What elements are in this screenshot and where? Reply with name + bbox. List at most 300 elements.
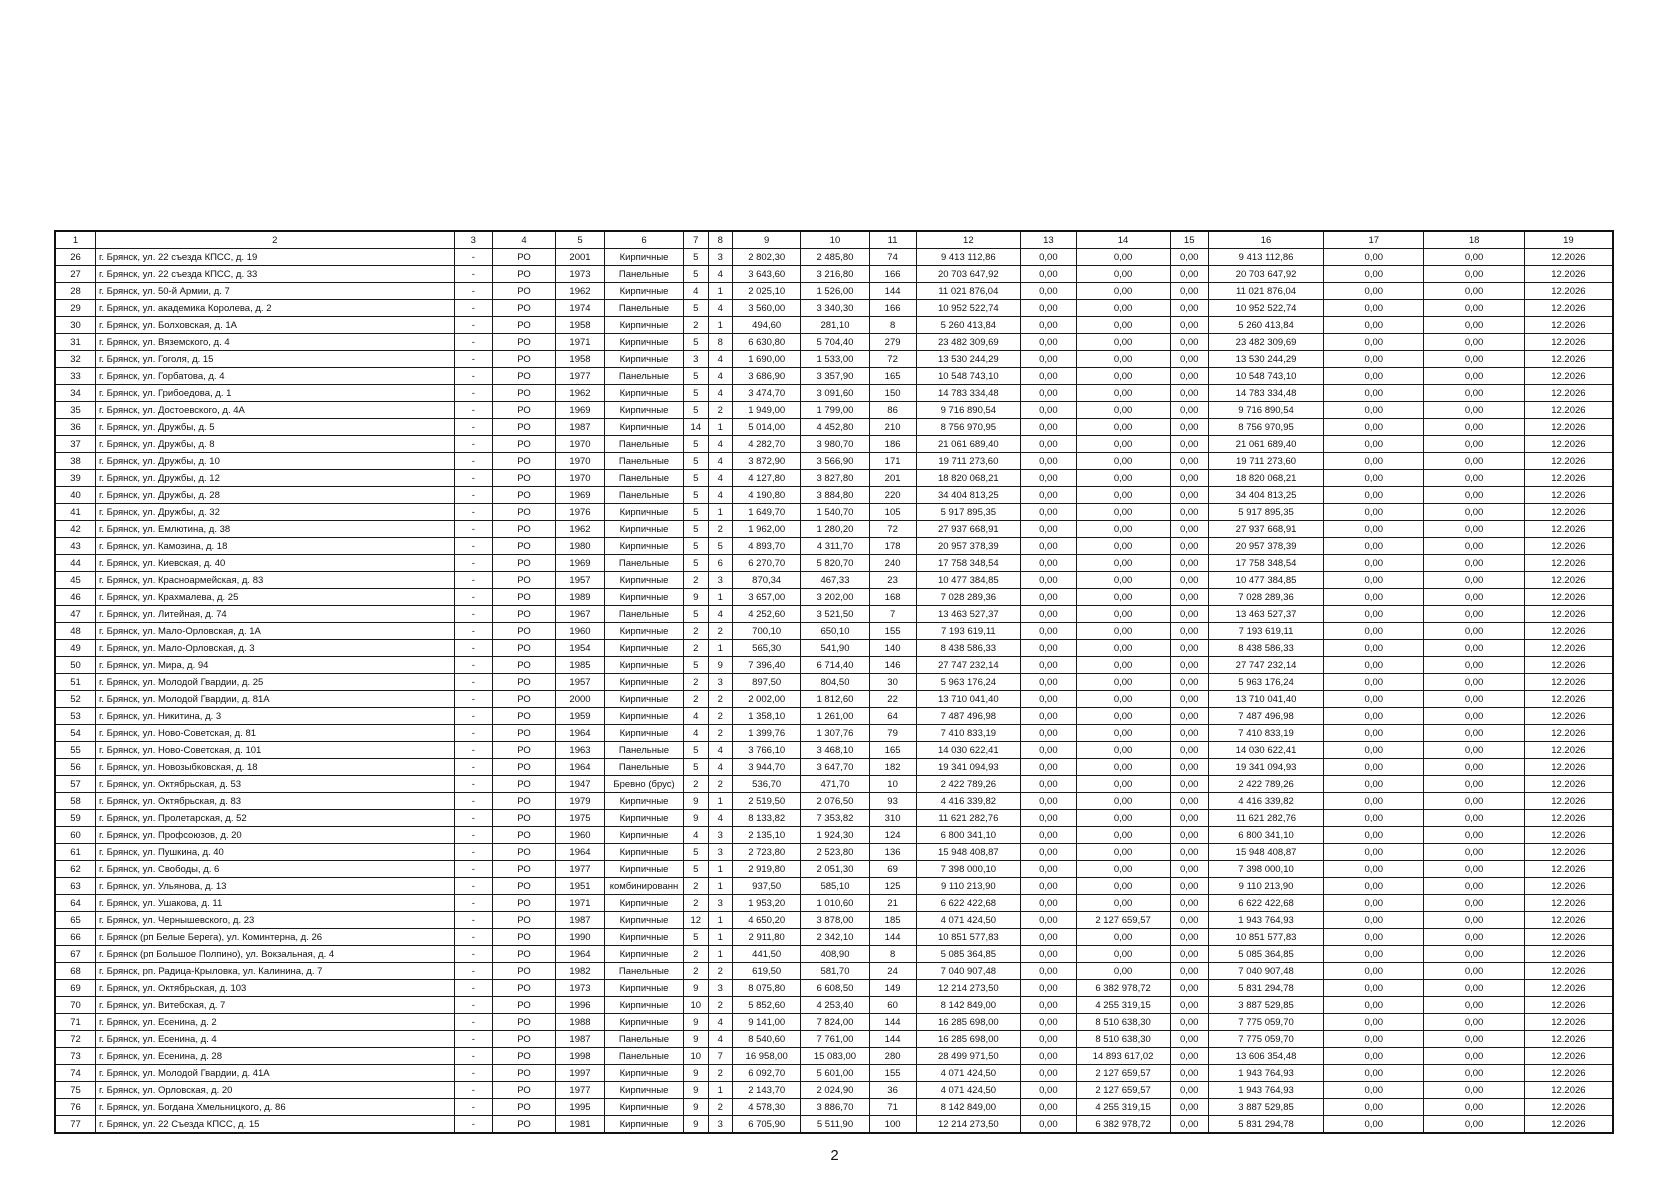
table-cell: 3 bbox=[708, 980, 733, 997]
table-cell: 0,00 bbox=[1424, 385, 1524, 402]
table-cell: 0,00 bbox=[1424, 572, 1524, 589]
table-cell: 5 014,00 bbox=[733, 419, 801, 436]
table-cell: 0,00 bbox=[1021, 351, 1076, 368]
table-row bbox=[55, 640, 1613, 657]
table-cell: 75 bbox=[55, 1082, 96, 1099]
table-cell: 0,00 bbox=[1324, 827, 1424, 844]
table-cell: 39 bbox=[55, 470, 96, 487]
table-cell: 40 bbox=[55, 487, 96, 504]
table-cell: 0,00 bbox=[1324, 759, 1424, 776]
table-cell: 21 061 689,40 bbox=[916, 436, 1021, 453]
table-cell: 0,00 bbox=[1170, 861, 1208, 878]
table-cell: 8 142 849,00 bbox=[916, 997, 1021, 1014]
table-cell: 0,00 bbox=[1170, 742, 1208, 759]
address-cell: г. Брянск, ул. Есенина, д. 4 bbox=[96, 1031, 455, 1048]
table-cell: 4 190,80 bbox=[733, 487, 801, 504]
table-cell: 124 bbox=[869, 827, 916, 844]
table-cell: 22 bbox=[869, 691, 916, 708]
table-cell: 11 621 282,76 bbox=[1208, 810, 1323, 827]
table-cell: 49 bbox=[55, 640, 96, 657]
table-cell: 58 bbox=[55, 793, 96, 810]
table-cell: 7 410 833,19 bbox=[916, 725, 1021, 742]
page-number: 2 bbox=[830, 1147, 839, 1164]
table-cell: 12.2026 bbox=[1524, 1099, 1613, 1116]
table-cell: 12.2026 bbox=[1524, 878, 1613, 895]
table-cell: 12.2026 bbox=[1524, 402, 1613, 419]
table-cell: 12.2026 bbox=[1524, 521, 1613, 538]
table-cell: 0,00 bbox=[1076, 266, 1170, 283]
table-cell: 21 bbox=[869, 895, 916, 912]
table-cell: 7 028 289,36 bbox=[916, 589, 1021, 606]
table-cell: 13 606 354,48 bbox=[1208, 1048, 1323, 1065]
table-cell: 0,00 bbox=[1021, 402, 1076, 419]
column-header: 11 bbox=[869, 231, 916, 249]
table-row bbox=[55, 317, 1613, 334]
table-cell: 0,00 bbox=[1021, 572, 1076, 589]
table-cell: 0,00 bbox=[1170, 487, 1208, 504]
table-cell: 5 bbox=[683, 538, 708, 555]
address-cell: г. Брянск, ул. Мало-Орловская, д. 3 bbox=[96, 640, 455, 657]
table-cell: 43 bbox=[55, 538, 96, 555]
table-cell: 0,00 bbox=[1076, 674, 1170, 691]
table-cell: 12.2026 bbox=[1524, 708, 1613, 725]
table-cell: - bbox=[454, 317, 492, 334]
table-cell: 0,00 bbox=[1424, 946, 1524, 963]
table-cell: 1962 bbox=[555, 521, 604, 538]
table-row bbox=[55, 436, 1613, 453]
table-cell: 64 bbox=[869, 708, 916, 725]
table-cell: Кирпичные bbox=[605, 351, 684, 368]
table-cell: 0,00 bbox=[1021, 521, 1076, 538]
table-cell: РО bbox=[493, 691, 556, 708]
table-cell: 0,00 bbox=[1170, 555, 1208, 572]
table-cell: 9 bbox=[683, 1065, 708, 1082]
table-cell: 12.2026 bbox=[1524, 810, 1613, 827]
table-cell: 12.2026 bbox=[1524, 249, 1613, 266]
table-cell: 937,50 bbox=[733, 878, 801, 895]
table-cell: Панельные bbox=[605, 453, 684, 470]
table-cell: 12 214 273,50 bbox=[916, 1116, 1021, 1134]
table-cell: 240 bbox=[869, 555, 916, 572]
address-cell: г. Брянск, ул. Молодой Гвардии, д. 25 bbox=[96, 674, 455, 691]
table-cell: 144 bbox=[869, 1031, 916, 1048]
table-cell: 36 bbox=[55, 419, 96, 436]
address-cell: г. Брянск, ул. Молодой Гвардии, д. 81А bbox=[96, 691, 455, 708]
table-cell: 9 110 213,90 bbox=[916, 878, 1021, 895]
table-cell: Панельные bbox=[605, 1031, 684, 1048]
table-cell: 541,90 bbox=[801, 640, 869, 657]
table-cell: 4 bbox=[708, 453, 733, 470]
table-row bbox=[55, 1065, 1613, 1082]
table-cell: 0,00 bbox=[1424, 963, 1524, 980]
table-cell: РО bbox=[493, 980, 556, 997]
table-cell: 1969 bbox=[555, 487, 604, 504]
table-cell: 0,00 bbox=[1076, 640, 1170, 657]
table-cell: 3 884,80 bbox=[801, 487, 869, 504]
table-cell: 1990 bbox=[555, 929, 604, 946]
table-cell: 3 bbox=[708, 249, 733, 266]
table-cell: 0,00 bbox=[1076, 572, 1170, 589]
table-cell: 9 bbox=[683, 1031, 708, 1048]
table-cell: - bbox=[454, 623, 492, 640]
table-cell: 0,00 bbox=[1076, 708, 1170, 725]
table-cell: 6 705,90 bbox=[733, 1116, 801, 1134]
table-cell: 0,00 bbox=[1424, 555, 1524, 572]
address-cell: г. Брянск, ул. Пушкина, д. 40 bbox=[96, 844, 455, 861]
table-cell: 0,00 bbox=[1076, 793, 1170, 810]
table-cell: 4 bbox=[708, 487, 733, 504]
table-cell: 0,00 bbox=[1076, 521, 1170, 538]
table-cell: 1954 bbox=[555, 640, 604, 657]
table-cell: 0,00 bbox=[1424, 640, 1524, 657]
table-cell: 12.2026 bbox=[1524, 572, 1613, 589]
address-cell: г. Брянск, ул. Дружбы, д. 32 bbox=[96, 504, 455, 521]
table-cell: 155 bbox=[869, 623, 916, 640]
table-cell: 0,00 bbox=[1170, 419, 1208, 436]
table-cell: 8 bbox=[869, 946, 916, 963]
register-table bbox=[54, 230, 1614, 1134]
table-cell: 146 bbox=[869, 657, 916, 674]
table-cell: 12.2026 bbox=[1524, 929, 1613, 946]
table-cell: РО bbox=[493, 606, 556, 623]
table-cell: комбинированн bbox=[605, 878, 684, 895]
table-cell: 7 398 000,10 bbox=[916, 861, 1021, 878]
table-cell: - bbox=[454, 895, 492, 912]
table-cell: 8 bbox=[869, 317, 916, 334]
table-cell: Кирпичные bbox=[605, 827, 684, 844]
table-cell: 149 bbox=[869, 980, 916, 997]
table-cell: 1996 bbox=[555, 997, 604, 1014]
table-cell: 10 851 577,83 bbox=[1208, 929, 1323, 946]
address-cell: г. Брянск, ул. Емлютина, д. 38 bbox=[96, 521, 455, 538]
table-cell: 37 bbox=[55, 436, 96, 453]
table-cell: - bbox=[454, 997, 492, 1014]
table-cell: 0,00 bbox=[1076, 827, 1170, 844]
table-cell: РО bbox=[493, 300, 556, 317]
table-cell: 12.2026 bbox=[1524, 1031, 1613, 1048]
table-cell: 0,00 bbox=[1324, 317, 1424, 334]
table-cell: 1 649,70 bbox=[733, 504, 801, 521]
table-cell: 0,00 bbox=[1076, 589, 1170, 606]
table-cell: 0,00 bbox=[1324, 572, 1424, 589]
table-cell: 1985 bbox=[555, 657, 604, 674]
table-cell: 2 523,80 bbox=[801, 844, 869, 861]
table-cell: 72 bbox=[869, 351, 916, 368]
table-cell: 585,10 bbox=[801, 878, 869, 895]
table-cell: Кирпичные bbox=[605, 997, 684, 1014]
table-cell: РО bbox=[493, 708, 556, 725]
table-cell: РО bbox=[493, 436, 556, 453]
table-cell: 0,00 bbox=[1170, 385, 1208, 402]
table-cell: 3 560,00 bbox=[733, 300, 801, 317]
table-cell: 0,00 bbox=[1424, 776, 1524, 793]
table-cell: 1 bbox=[708, 861, 733, 878]
address-cell: г. Брянск, ул. Орловская, д. 20 bbox=[96, 1082, 455, 1099]
table-cell: 27 937 668,91 bbox=[916, 521, 1021, 538]
table-cell: 9 bbox=[683, 589, 708, 606]
table-cell: РО bbox=[493, 317, 556, 334]
table-cell: 2 bbox=[708, 1099, 733, 1116]
table-cell: 2 bbox=[708, 623, 733, 640]
table-cell: - bbox=[454, 334, 492, 351]
table-cell: Кирпичные bbox=[605, 283, 684, 300]
table-cell: 3 bbox=[708, 572, 733, 589]
table-cell: 1987 bbox=[555, 1031, 604, 1048]
table-cell: 54 bbox=[55, 725, 96, 742]
table-cell: 3 357,90 bbox=[801, 368, 869, 385]
table-cell: 0,00 bbox=[1021, 912, 1076, 929]
table-cell: 63 bbox=[55, 878, 96, 895]
table-cell: 1973 bbox=[555, 980, 604, 997]
table-cell: 8 756 970,95 bbox=[1208, 419, 1323, 436]
column-header: 13 bbox=[1021, 231, 1076, 249]
table-cell: 619,50 bbox=[733, 963, 801, 980]
table-cell: 5 bbox=[683, 657, 708, 674]
table-row bbox=[55, 674, 1613, 691]
table-cell: 4 bbox=[708, 368, 733, 385]
table-cell: 7 775 059,70 bbox=[1208, 1031, 1323, 1048]
table-cell: 0,00 bbox=[1021, 1116, 1076, 1134]
table-cell: 0,00 bbox=[1324, 963, 1424, 980]
table-cell: - bbox=[454, 1014, 492, 1031]
table-cell: 20 703 647,92 bbox=[916, 266, 1021, 283]
table-cell: 0,00 bbox=[1170, 827, 1208, 844]
table-cell: 0,00 bbox=[1324, 912, 1424, 929]
table-cell: 11 021 876,04 bbox=[916, 283, 1021, 300]
table-cell: - bbox=[454, 555, 492, 572]
address-cell: г. Брянск, рп. Радица-Крыловка, ул. Калинина, д. 7 bbox=[96, 963, 455, 980]
address-cell: г. Брянск, ул. 22 съезда КПСС, д. 19 bbox=[96, 249, 455, 266]
table-cell: 0,00 bbox=[1170, 300, 1208, 317]
table-cell: 0,00 bbox=[1076, 453, 1170, 470]
table-cell: 0,00 bbox=[1170, 470, 1208, 487]
table-cell: Кирпичные bbox=[605, 402, 684, 419]
table-cell: 0,00 bbox=[1021, 283, 1076, 300]
table-cell: 0,00 bbox=[1021, 538, 1076, 555]
address-cell: г. Брянск, ул. Литейная, д. 74 bbox=[96, 606, 455, 623]
table-cell: 1 bbox=[708, 504, 733, 521]
table-cell: 0,00 bbox=[1324, 555, 1424, 572]
table-cell: 0,00 bbox=[1424, 470, 1524, 487]
table-cell: 4 578,30 bbox=[733, 1099, 801, 1116]
table-cell: 0,00 bbox=[1021, 827, 1076, 844]
table-cell: 0,00 bbox=[1170, 980, 1208, 997]
table-cell: 42 bbox=[55, 521, 96, 538]
table-cell: РО bbox=[493, 1099, 556, 1116]
table-cell: 0,00 bbox=[1324, 1099, 1424, 1116]
table-cell: - bbox=[454, 572, 492, 589]
table-cell: 5 bbox=[683, 385, 708, 402]
table-cell: - bbox=[454, 844, 492, 861]
table-cell: 2 422 789,26 bbox=[1208, 776, 1323, 793]
table-cell: 52 bbox=[55, 691, 96, 708]
table-cell: 1998 bbox=[555, 1048, 604, 1065]
table-cell: 12.2026 bbox=[1524, 266, 1613, 283]
table-cell: 21 061 689,40 bbox=[1208, 436, 1323, 453]
table-cell: 1 540,70 bbox=[801, 504, 869, 521]
table-cell: 0,00 bbox=[1424, 759, 1524, 776]
table-cell: 0,00 bbox=[1424, 827, 1524, 844]
table-cell: 5 831 294,78 bbox=[1208, 980, 1323, 997]
table-cell: 10 548 743,10 bbox=[916, 368, 1021, 385]
table-cell: 3 887 529,85 bbox=[1208, 1099, 1323, 1116]
table-cell: 1 bbox=[708, 589, 733, 606]
table-cell: 2 bbox=[683, 691, 708, 708]
table-cell: - bbox=[454, 487, 492, 504]
table-cell: 0,00 bbox=[1021, 844, 1076, 861]
table-cell: - bbox=[454, 589, 492, 606]
table-cell: 0,00 bbox=[1076, 419, 1170, 436]
table-cell: РО bbox=[493, 1048, 556, 1065]
table-cell: 0,00 bbox=[1021, 249, 1076, 266]
table-cell: 14 bbox=[683, 419, 708, 436]
table-cell: 0,00 bbox=[1324, 1031, 1424, 1048]
table-cell: 33 bbox=[55, 368, 96, 385]
table-cell: 1 953,20 bbox=[733, 895, 801, 912]
table-cell: 0,00 bbox=[1324, 504, 1424, 521]
table-cell: 1 690,00 bbox=[733, 351, 801, 368]
table-cell: 12.2026 bbox=[1524, 453, 1613, 470]
table-row bbox=[55, 368, 1613, 385]
table-cell: 0,00 bbox=[1170, 521, 1208, 538]
table-cell: 0,00 bbox=[1170, 1099, 1208, 1116]
table-cell: 61 bbox=[55, 844, 96, 861]
table-cell: 0,00 bbox=[1324, 878, 1424, 895]
address-cell: г. Брянск, ул. 22 Съезда КПСС, д. 15 bbox=[96, 1116, 455, 1134]
table-cell: 59 bbox=[55, 810, 96, 827]
table-cell: РО bbox=[493, 266, 556, 283]
table-cell: 12.2026 bbox=[1524, 657, 1613, 674]
table-cell: 168 bbox=[869, 589, 916, 606]
table-cell: 0,00 bbox=[1324, 453, 1424, 470]
table-cell: 12.2026 bbox=[1524, 504, 1613, 521]
table-cell: 36 bbox=[869, 1082, 916, 1099]
table-cell: 14 893 617,02 bbox=[1076, 1048, 1170, 1065]
table-cell: 4 255 319,15 bbox=[1076, 1099, 1170, 1116]
table-cell: 1959 bbox=[555, 708, 604, 725]
table-cell: 77 bbox=[55, 1116, 96, 1134]
table-cell: 44 bbox=[55, 555, 96, 572]
address-cell: г. Брянск, ул. Никитина, д. 3 bbox=[96, 708, 455, 725]
column-header: 15 bbox=[1170, 231, 1208, 249]
table-cell: 0,00 bbox=[1170, 402, 1208, 419]
table-cell: 0,00 bbox=[1076, 946, 1170, 963]
table-cell: 2 bbox=[708, 725, 733, 742]
table-cell: 0,00 bbox=[1424, 1099, 1524, 1116]
table-cell: - bbox=[454, 402, 492, 419]
address-cell: г. Брянск, ул. Красноармейская, д. 83 bbox=[96, 572, 455, 589]
table-cell: 3 340,30 bbox=[801, 300, 869, 317]
table-cell: 20 957 378,39 bbox=[916, 538, 1021, 555]
table-cell: 0,00 bbox=[1021, 266, 1076, 283]
table-cell: 0,00 bbox=[1424, 997, 1524, 1014]
table-cell: 186 bbox=[869, 436, 916, 453]
table-cell: 1 bbox=[708, 317, 733, 334]
table-cell: 3 686,90 bbox=[733, 368, 801, 385]
table-cell: 0,00 bbox=[1424, 453, 1524, 470]
table-cell: 0,00 bbox=[1170, 708, 1208, 725]
table-cell: 1 bbox=[708, 946, 733, 963]
table-cell: 20 957 378,39 bbox=[1208, 538, 1323, 555]
table-cell: 0,00 bbox=[1021, 708, 1076, 725]
table-row bbox=[55, 589, 1613, 606]
table-cell: 12.2026 bbox=[1524, 317, 1613, 334]
table-cell: 0,00 bbox=[1170, 810, 1208, 827]
table-cell: 3 bbox=[708, 844, 733, 861]
table-row bbox=[55, 249, 1613, 266]
table-cell: 0,00 bbox=[1170, 1065, 1208, 1082]
table-cell: 0,00 bbox=[1170, 589, 1208, 606]
table-cell: 100 bbox=[869, 1116, 916, 1134]
table-cell: 1 bbox=[708, 912, 733, 929]
table-cell: Кирпичные bbox=[605, 1014, 684, 1031]
table-cell: - bbox=[454, 1099, 492, 1116]
address-cell: г. Брянск, ул. Ушакова, д. 11 bbox=[96, 895, 455, 912]
table-cell: 0,00 bbox=[1170, 317, 1208, 334]
table-cell: 0,00 bbox=[1424, 929, 1524, 946]
table-cell: 4 bbox=[708, 436, 733, 453]
table-cell: 12.2026 bbox=[1524, 555, 1613, 572]
table-cell: - bbox=[454, 674, 492, 691]
table-cell: 4 bbox=[708, 1031, 733, 1048]
table-cell: 11 621 282,76 bbox=[916, 810, 1021, 827]
table-cell: 12.2026 bbox=[1524, 742, 1613, 759]
table-cell: 1980 bbox=[555, 538, 604, 555]
table-row bbox=[55, 776, 1613, 793]
table-cell: 0,00 bbox=[1076, 810, 1170, 827]
table-cell: Кирпичные bbox=[605, 623, 684, 640]
table-cell: - bbox=[454, 266, 492, 283]
table-cell: 7 bbox=[869, 606, 916, 623]
table-cell: 0,00 bbox=[1324, 623, 1424, 640]
table-cell: 56 bbox=[55, 759, 96, 776]
table-cell: 12.2026 bbox=[1524, 1048, 1613, 1065]
table-cell: 0,00 bbox=[1021, 334, 1076, 351]
table-cell: 32 bbox=[55, 351, 96, 368]
table-cell: 4 071 424,50 bbox=[916, 1065, 1021, 1082]
table-cell: 3 878,00 bbox=[801, 912, 869, 929]
table-cell: - bbox=[454, 929, 492, 946]
table-cell: 0,00 bbox=[1076, 538, 1170, 555]
table-cell: 0,00 bbox=[1076, 317, 1170, 334]
address-cell: г. Брянск, ул. Болховская, д. 1А bbox=[96, 317, 455, 334]
table-cell: 0,00 bbox=[1170, 1116, 1208, 1134]
address-cell: г. Брянск, ул. Горбатова, д. 4 bbox=[96, 368, 455, 385]
table-cell: 55 bbox=[55, 742, 96, 759]
table-cell: 4 253,40 bbox=[801, 997, 869, 1014]
table-cell: 144 bbox=[869, 283, 916, 300]
table-cell: 12.2026 bbox=[1524, 725, 1613, 742]
table-cell: 220 bbox=[869, 487, 916, 504]
table-cell: 1957 bbox=[555, 674, 604, 691]
table-cell: 0,00 bbox=[1424, 1082, 1524, 1099]
column-header: 1 bbox=[55, 231, 96, 249]
table-cell: 0,00 bbox=[1170, 283, 1208, 300]
table-cell: 0,00 bbox=[1021, 368, 1076, 385]
table-cell: 18 820 068,21 bbox=[916, 470, 1021, 487]
table-cell: 0,00 bbox=[1021, 1099, 1076, 1116]
column-header: 3 bbox=[454, 231, 492, 249]
table-cell: 4 893,70 bbox=[733, 538, 801, 555]
table-cell: 0,00 bbox=[1424, 334, 1524, 351]
table-cell: 27 937 668,91 bbox=[1208, 521, 1323, 538]
table-cell: 5 bbox=[683, 266, 708, 283]
table-cell: 0,00 bbox=[1424, 742, 1524, 759]
table-cell: - bbox=[454, 912, 492, 929]
table-cell: 2 143,70 bbox=[733, 1082, 801, 1099]
table-cell: 14 783 334,48 bbox=[1208, 385, 1323, 402]
table-cell: 3 887 529,85 bbox=[1208, 997, 1323, 1014]
